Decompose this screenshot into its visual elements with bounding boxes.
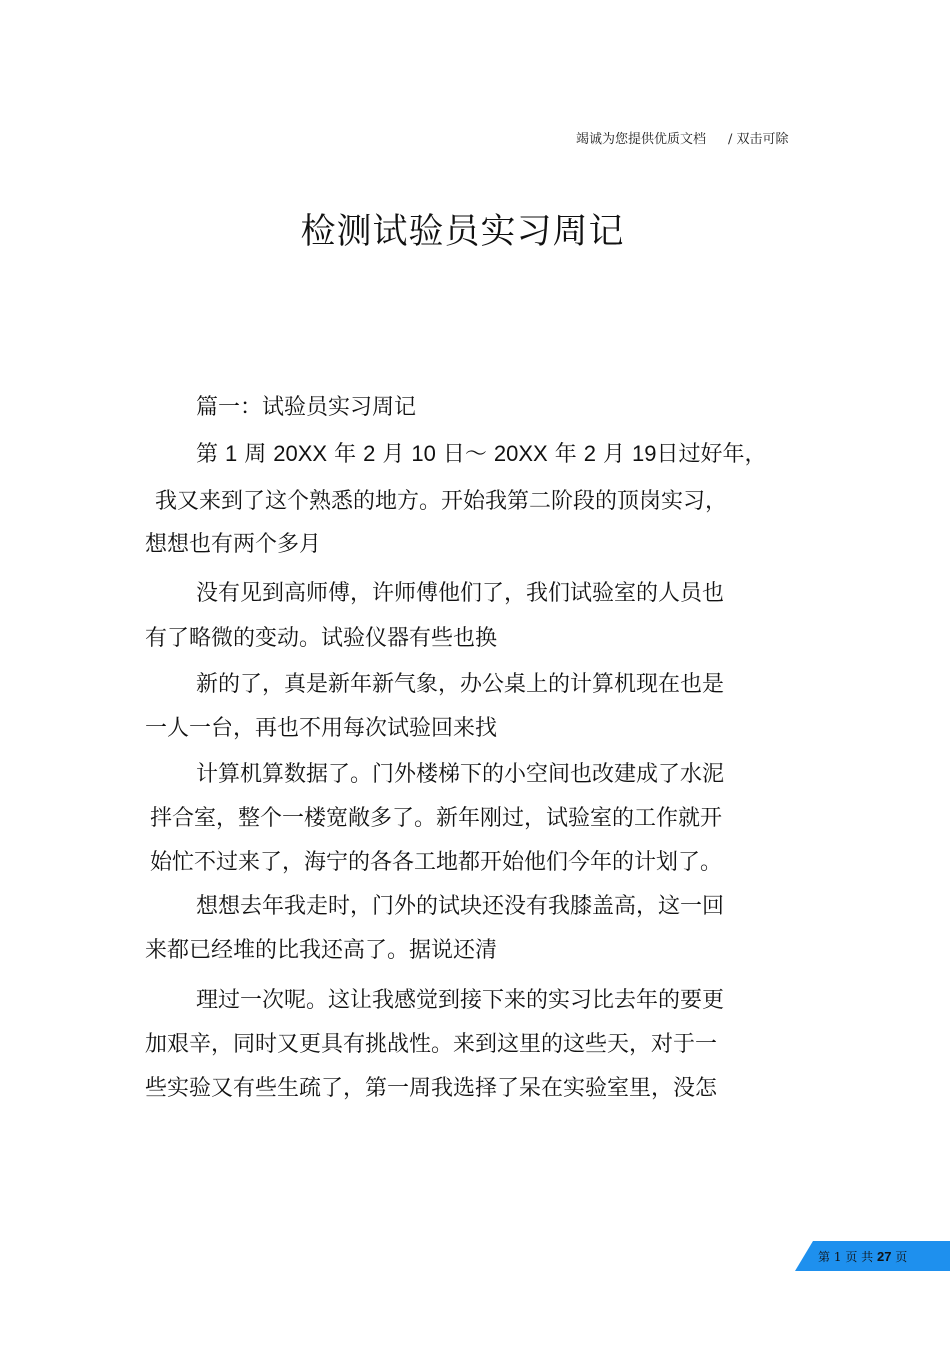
week-number: 1	[225, 441, 238, 466]
text-fragment: 周	[244, 442, 267, 467]
paragraph-line: 没有见到高师傅，许师傅他们了，我们试验室的人员也	[196, 581, 725, 606]
day-value: 10	[411, 441, 436, 466]
text-fragment: 月	[602, 442, 625, 467]
paragraph-line: 理过一次呢。这让我感觉到接下来的实习比去年的要更	[196, 988, 725, 1013]
page-number-prefix: 第	[818, 1250, 831, 1264]
text-fragment: 第	[196, 442, 219, 467]
text-fragment: 日～	[442, 442, 487, 467]
day-value: 19	[632, 441, 657, 466]
paragraph-line: 来都已经堆的比我还高了。据说还清	[145, 938, 498, 963]
document-title: 检测试验员实习周记	[300, 212, 625, 252]
header-note-suffix: / 双击可除	[728, 132, 789, 147]
header-note-text: 竭诚为您提供优质文档	[576, 132, 707, 147]
current-page: 1	[833, 1250, 842, 1264]
text-fragment: 年	[334, 442, 357, 467]
page-number-suffix: 页	[895, 1250, 908, 1264]
month-value: 2	[583, 441, 596, 466]
text-fragment: 年	[554, 442, 577, 467]
paragraph-line: 拌合室，整个一楼宽敞多了。新年刚过，试验室的工作就开	[150, 806, 723, 831]
paragraph-line: 我又来到了这个熟悉的地方。开始我第二阶段的顶岗实习，	[155, 489, 728, 514]
text-fragment: 日过好年，	[656, 442, 767, 467]
text-fragment: 月	[382, 442, 405, 467]
paragraph-line: 想想也有两个多月	[145, 532, 322, 557]
page-number	[818, 1248, 907, 1265]
header-note	[576, 128, 789, 147]
paragraph-line: 新的了，真是新年新气象，办公桌上的计算机现在也是	[196, 672, 725, 697]
paragraph-line: 些实验又有些生疏了，第一周我选择了呆在实验室里，没怎	[145, 1076, 718, 1101]
paragraph-line: 有了略微的变动。试验仪器有些也换	[145, 626, 498, 651]
total-pages: 27	[876, 1249, 892, 1264]
page-number-middle: 页 共	[845, 1250, 874, 1264]
paragraph-line	[196, 437, 767, 468]
paragraph-line: 加艰辛，同时又更具有挑战性。来到这里的这些天，对于一	[145, 1032, 718, 1057]
year-value: 20XX	[493, 441, 548, 466]
paragraph-line: 一人一台，再也不用每次试验回来找	[145, 716, 498, 741]
year-value: 20XX	[273, 441, 328, 466]
paragraph-line: 始忙不过来了，海宁的各各工地都开始他们今年的计划了。	[150, 850, 723, 875]
month-value: 2	[363, 441, 376, 466]
paragraph-line: 计算机算数据了。门外楼梯下的小空间也改建成了水泥	[196, 762, 725, 787]
section-heading: 篇一：试验员实习周记	[196, 395, 417, 420]
paragraph-line: 想想去年我走时，门外的试块还没有我膝盖高，这一回	[196, 894, 725, 919]
